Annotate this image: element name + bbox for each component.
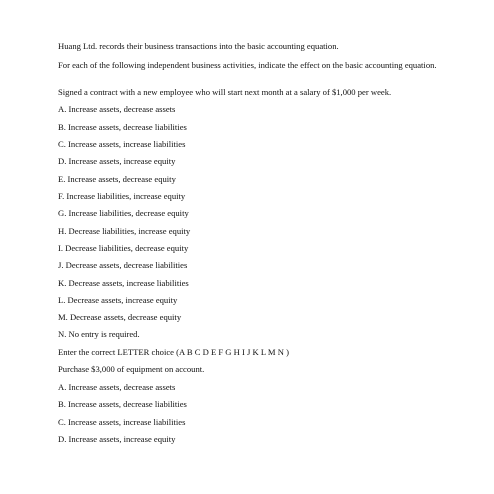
q1-option-f: F. Increase liabilities, increase equity bbox=[58, 191, 186, 201]
q1-option-l: L. Decrease assets, increase equity bbox=[58, 295, 178, 305]
q2-option-d: D. Increase assets, increase equity bbox=[58, 434, 176, 444]
q1-option-c: C. Increase assets, increase liabilities bbox=[58, 139, 186, 149]
q1-option-d: D. Increase assets, increase equity bbox=[58, 156, 176, 166]
q2-option-a: A. Increase assets, decrease assets bbox=[58, 382, 176, 392]
question-1-prompt: Signed a contract with a new employee who will start next month at a salary of $1,000 per week. bbox=[58, 87, 392, 97]
intro-text: Huang Ltd. records their business transactions into the basic accounting equation. bbox=[58, 41, 339, 51]
question-2-prompt: Purchase $3,000 of equipment on account. bbox=[58, 364, 205, 374]
q1-option-e: E. Increase assets, decrease equity bbox=[58, 174, 176, 184]
q1-option-a: A. Increase assets, decrease assets bbox=[58, 104, 176, 114]
q1-option-h: H. Decrease liabilities, increase equity bbox=[58, 226, 191, 236]
q1-option-g: G. Increase liabilities, decrease equity bbox=[58, 208, 189, 218]
q2-option-c: C. Increase assets, increase liabilities bbox=[58, 417, 186, 427]
answer-prompt: Enter the correct LETTER choice (A B C D E F G H I J K L M N ) bbox=[58, 347, 289, 357]
q1-option-b: B. Increase assets, decrease liabilities bbox=[58, 122, 187, 132]
q1-option-j: J. Decrease assets, decrease liabilities bbox=[58, 260, 188, 270]
q1-option-k: K. Decrease assets, increase liabilities bbox=[58, 278, 189, 288]
q1-option-m: M. Decrease assets, decrease equity bbox=[58, 312, 182, 322]
q1-option-i: I. Decrease liabilities, decrease equity bbox=[58, 243, 189, 253]
instruction-text: For each of the following independent business activities, indicate the effect on the basic accounting equation. bbox=[58, 60, 437, 70]
q2-option-b: B. Increase assets, decrease liabilities bbox=[58, 399, 187, 409]
q1-option-n: N. No entry is required. bbox=[58, 329, 140, 339]
